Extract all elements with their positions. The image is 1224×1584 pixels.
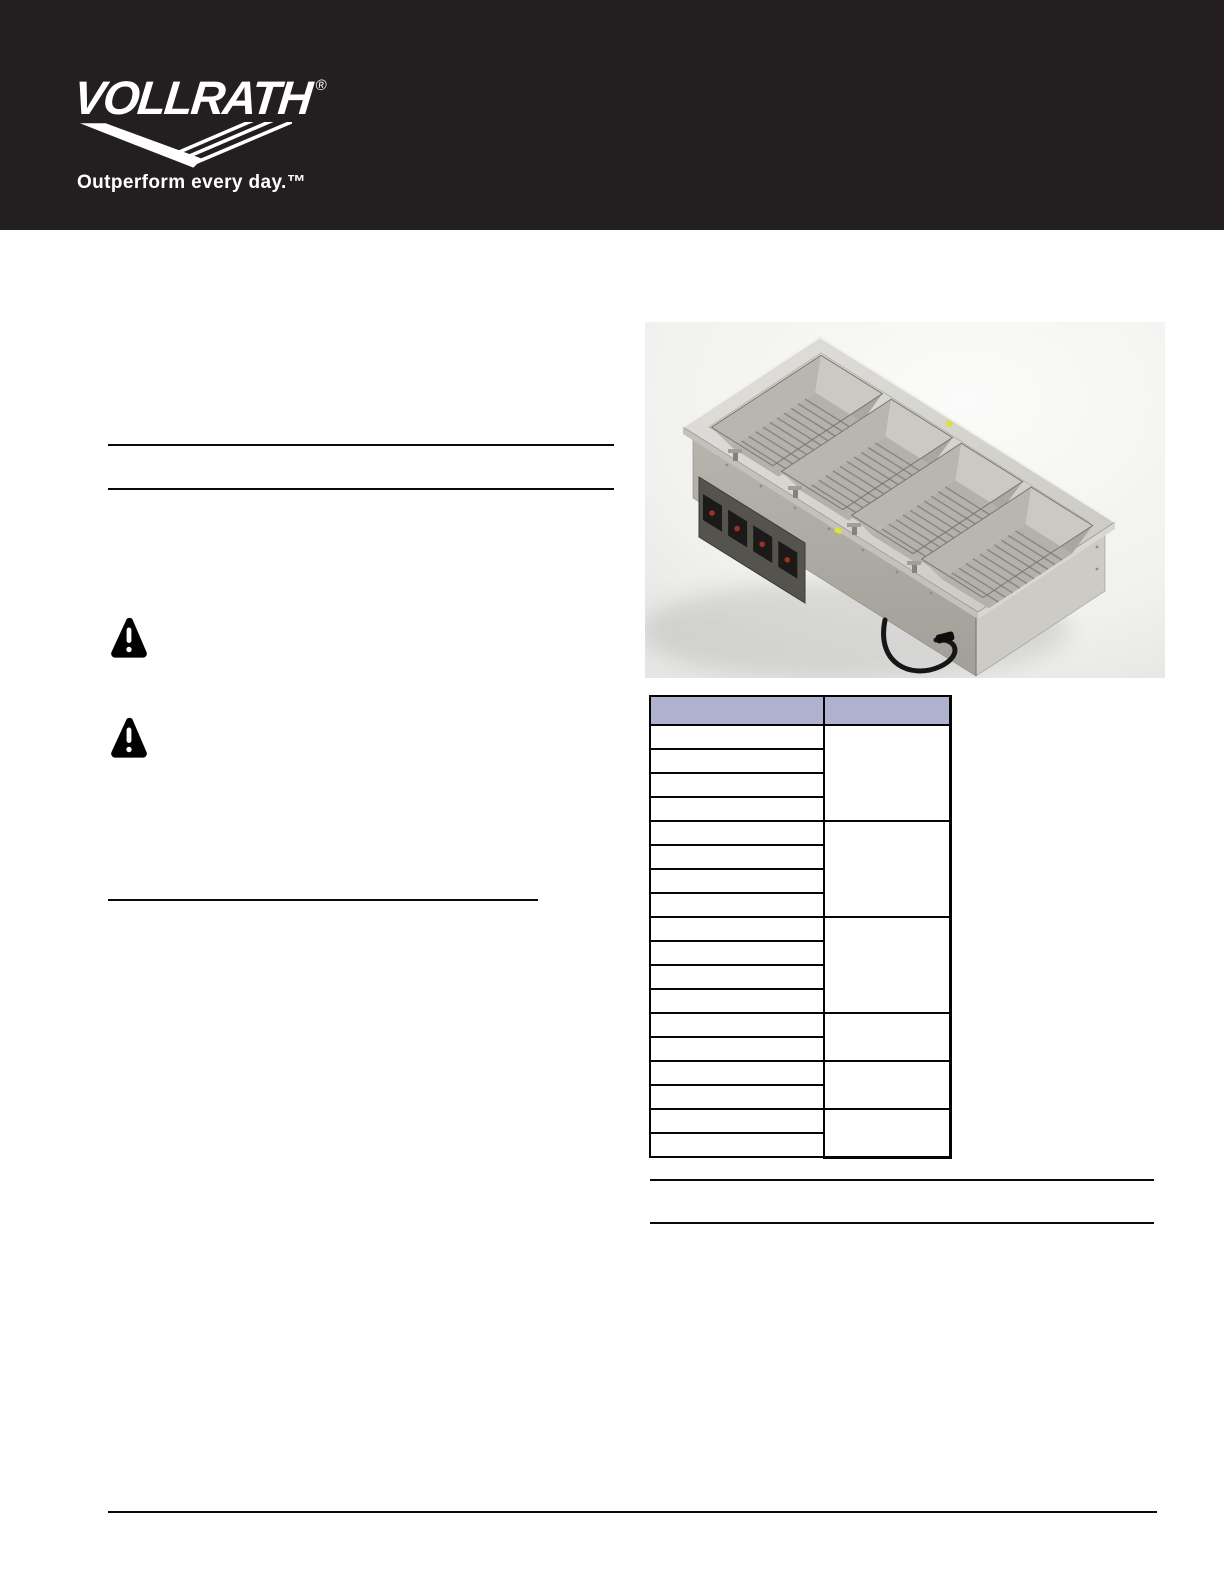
divider-line xyxy=(108,444,614,446)
table-cell xyxy=(650,1037,824,1061)
table-cell xyxy=(650,893,824,917)
table-cell xyxy=(650,725,824,749)
table-cell-merged xyxy=(824,917,950,1013)
table-cell xyxy=(650,821,824,845)
spec-table-body xyxy=(650,725,950,1157)
divider-line xyxy=(108,899,538,901)
table-row xyxy=(650,821,950,845)
table-cell xyxy=(650,773,824,797)
registered-trademark-symbol: ® xyxy=(314,77,326,94)
warning-triangle-icon xyxy=(109,616,149,660)
brand-swoosh-icon xyxy=(80,122,292,168)
footer-divider-line xyxy=(108,1511,1157,1513)
divider-line xyxy=(108,488,614,490)
table-row xyxy=(650,725,950,749)
table-cell xyxy=(650,845,824,869)
table-row xyxy=(650,1061,950,1085)
divider-line xyxy=(650,1222,1154,1224)
table-header-cell xyxy=(650,696,824,725)
divider-line xyxy=(650,1179,1154,1181)
table-cell xyxy=(650,917,824,941)
table-cell-merged xyxy=(824,725,950,821)
spec-table-header xyxy=(650,696,950,725)
table-row xyxy=(650,1013,950,1037)
table-cell xyxy=(650,1109,824,1133)
table-row xyxy=(650,917,950,941)
product-image xyxy=(645,322,1165,678)
masthead-banner xyxy=(0,0,1224,230)
table-cell xyxy=(650,965,824,989)
brand-logo xyxy=(71,71,326,124)
table-cell xyxy=(650,1133,824,1157)
table-cell xyxy=(650,749,824,773)
brand-logo-text: VOLLRATH ® xyxy=(71,71,326,124)
table-cell xyxy=(650,797,824,821)
table-header-cell xyxy=(824,696,950,725)
table-cell-merged xyxy=(824,1061,950,1109)
spec-table xyxy=(649,695,952,1159)
table-cell xyxy=(650,941,824,965)
table-cell xyxy=(650,1013,824,1037)
table-cell-merged xyxy=(824,1109,950,1157)
brand-tagline: Outperform every day.™ xyxy=(77,172,307,193)
table-cell xyxy=(650,1085,824,1109)
table-cell-merged xyxy=(824,821,950,917)
table-cell xyxy=(650,989,824,1013)
table-cell xyxy=(650,869,824,893)
table-cell xyxy=(650,1061,824,1085)
table-row xyxy=(650,1109,950,1133)
warning-triangle-icon xyxy=(109,716,149,760)
table-cell-merged xyxy=(824,1013,950,1061)
